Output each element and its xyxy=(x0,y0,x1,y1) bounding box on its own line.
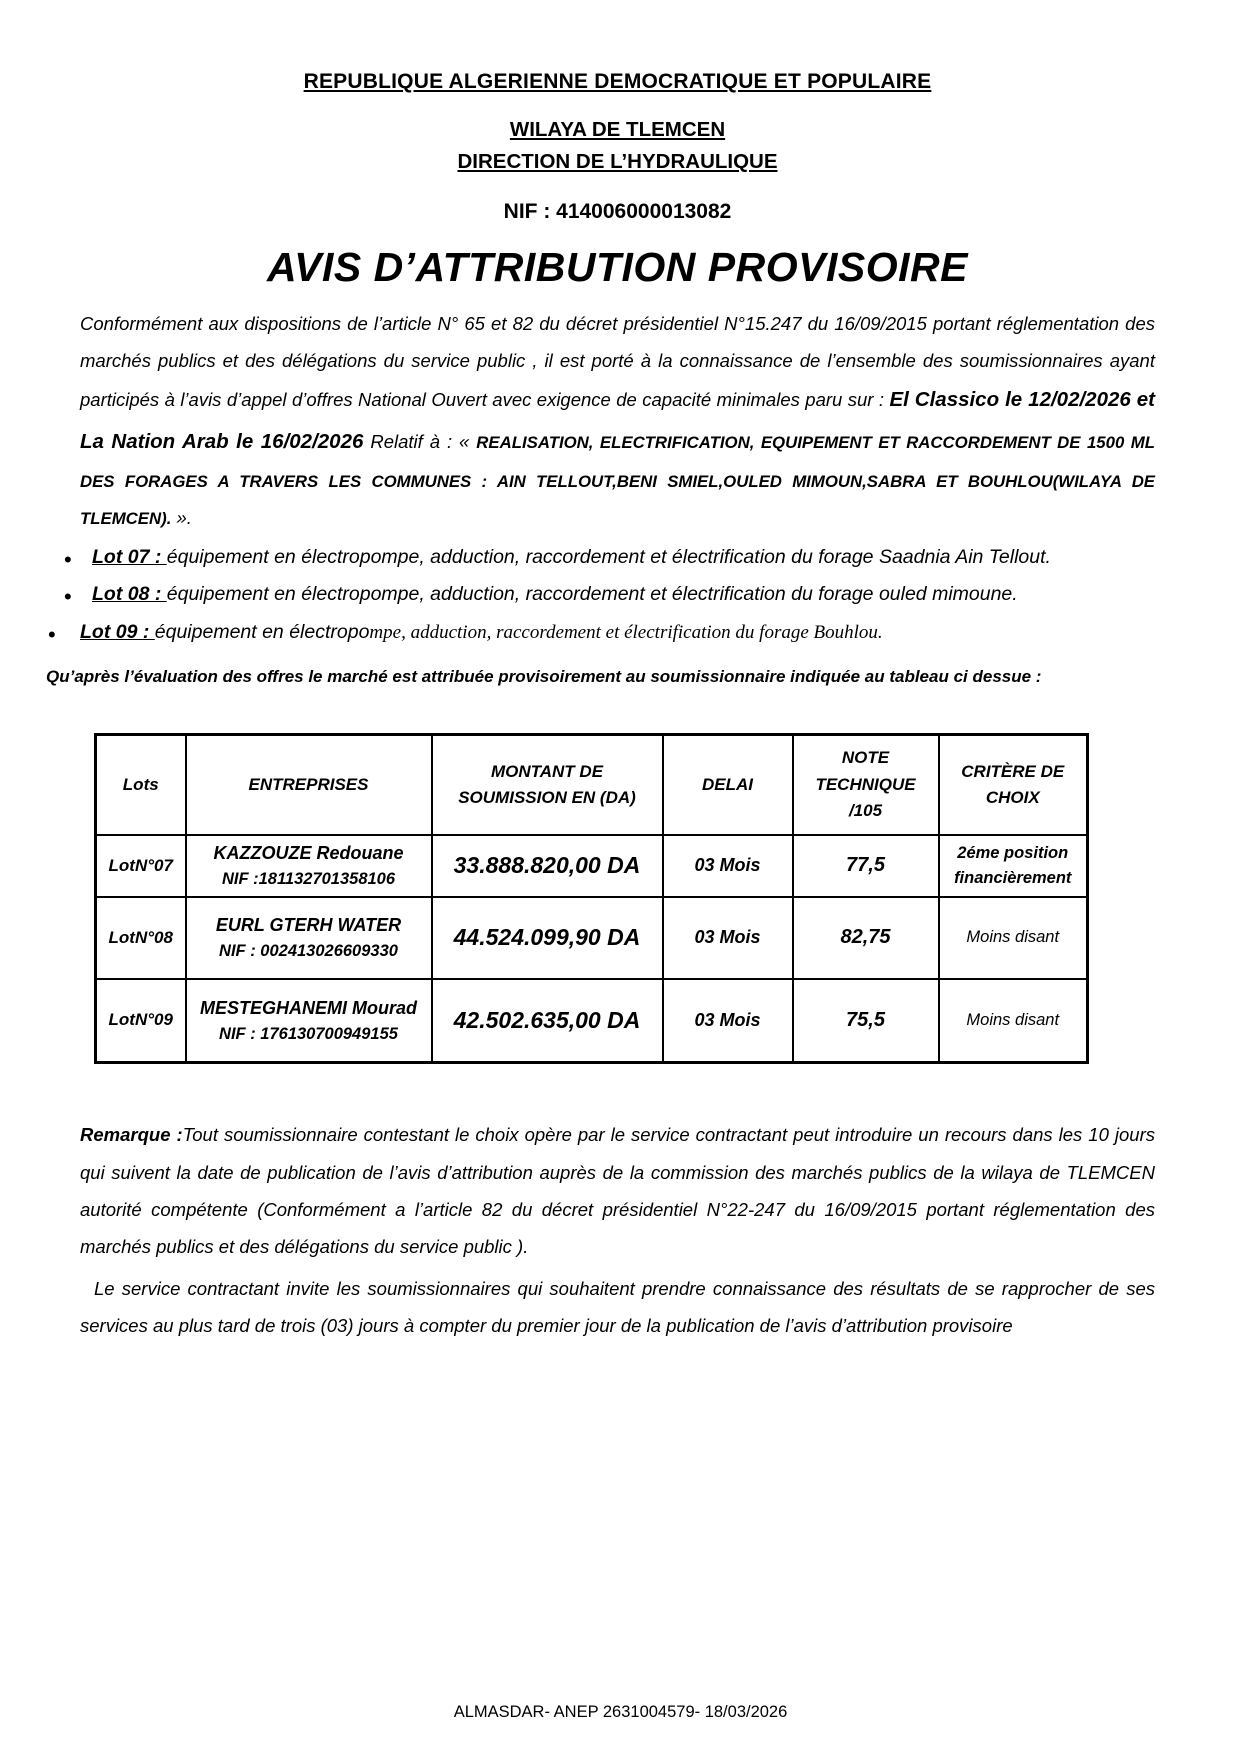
document-title: AVIS D’ATTRIBUTION PROVISOIRE xyxy=(267,243,968,290)
remarque-text: Tout soumissionnaire contestant le choix opère par le service contractant peut introduire un recours dans les 10 jours qui suivent la date de publication de l’avis d’attribution auprès de la commission des marchés publics de la wilaya de TLEMCEN autorité compétente (Conformément a l’article 82 du décret présidentiel N°22-247 du 16/09/2015 portant réglementation des marchés publics et des délégations du service public ). xyxy=(80,1124,1155,1258)
intro-closing: ». xyxy=(171,507,192,529)
cell-note: 82,75 xyxy=(793,897,939,979)
entreprise-name: MESTEGHANEMI Mourad xyxy=(199,997,417,1018)
cell-delai: 03 Mois xyxy=(663,979,793,1063)
intro-publication: El Classico le 12/02/2026 et La Nation Arab le 16/02/2026 xyxy=(80,388,1155,453)
cell-montant: 44.524.099,90 DA xyxy=(432,897,663,979)
qualification-paragraph: Qu’après l’évaluation des offres le marché est attribuée provisoirement au soumissionnaire indiquée au tableau ci dessue : xyxy=(46,667,1042,687)
cell-critere: 2éme position financièrement xyxy=(939,835,1088,897)
cell-montant: 42.502.635,00 DA xyxy=(432,979,663,1063)
col-header-note: NOTE TECHNIQUE /105 xyxy=(793,735,939,835)
cell-delai: 03 Mois xyxy=(663,835,793,897)
intro-paragraph xyxy=(80,305,1155,537)
lot-item-07 xyxy=(80,539,1155,576)
republic-heading xyxy=(80,70,1155,94)
table-header-row xyxy=(96,735,1088,835)
invitation-paragraph: Le service contractant invite les soumissionnaires qui souhaitent prendre connaissance des résultats de se rapprocher de ses services au plus tard de trois (03) jours à compter du premier jour de la publication de l’avis d’attribution provisoire xyxy=(80,1277,1155,1337)
cell-delai: 03 Mois xyxy=(663,897,793,979)
cell-entreprise xyxy=(186,835,432,897)
lot-list xyxy=(80,539,1155,651)
table-row xyxy=(96,897,1088,979)
intro-relatif: Relatif à : « xyxy=(363,430,477,452)
lot-08-body: équipement en électropompe, adduction, raccordement et électrification du forage ouled mimoune. xyxy=(166,583,1018,606)
lot-09-label: Lot 09 : xyxy=(80,620,155,643)
cell-lot: LotN°07 xyxy=(96,835,186,897)
intro-subject: REALISATION, ELECTRIFICATION, EQUIPEMENT ET RACCORDEMENT DE 1500 ML DES FORAGES A TRAVERS LES COMMUNES : AIN TELLOUT,BENI SMIEL,OULED MIMOUN,SABRA ET BOUHLOU(WILAYA DE TLEMCEN). xyxy=(80,432,1155,529)
lot-07-body: équipement en électropompe, adduction, raccordement et électrification du forage Saadnia Ain Tellout. xyxy=(166,545,1051,568)
remarque-label: Remarque : xyxy=(80,1124,183,1146)
table-row xyxy=(96,835,1088,897)
nif-line: NIF : 414006000013082 xyxy=(503,199,732,223)
lot-item-09 xyxy=(80,614,1155,651)
lot-09-body: équipement en électropo xyxy=(154,620,370,643)
entreprise-nif: NIF : 176130700949155 xyxy=(219,1024,398,1043)
intro-lead: Conformément aux dispositions de l’article N° 65 et 82 du décret présidentiel N°15.247 du 16/09/2015 portant réglementation des marchés publics et des délégations du service public , il est porté à la connaissance de l’ensemble des soumissionnaires ayant participés à l’avis d’appel d’offres National Ouvert avec exigence de capacité minimales paru sur : xyxy=(80,312,1155,411)
republic-heading-text: REPUBLIQUE ALGERIENNE DEMOCRATIQUE ET POPULAIRE xyxy=(303,70,932,93)
authority-heading xyxy=(80,114,1155,178)
direction-line: DIRECTION DE L’HYDRAULIQUE xyxy=(457,149,778,173)
anep-footer: ALMASDAR- ANEP 2631004579- 18/03/2026 xyxy=(453,1703,788,1721)
cell-critere: Moins disant xyxy=(939,979,1088,1063)
entreprise-name: KAZZOUZE Redouane xyxy=(213,842,404,863)
lot-08-label: Lot 08 : xyxy=(92,583,167,606)
cell-critere: Moins disant xyxy=(939,897,1088,979)
lot-item-08 xyxy=(80,576,1155,613)
col-header-entreprises: ENTREPRISES xyxy=(186,735,432,835)
lot-07-label: Lot 07 : xyxy=(92,545,167,568)
table-row xyxy=(96,979,1088,1063)
lot-09-body-serif: mpe, adduction, raccordement et électrification du forage Bouhlou. xyxy=(369,621,883,643)
entreprise-nif: NIF : 002413026609330 xyxy=(219,941,398,960)
cell-note: 75,5 xyxy=(793,979,939,1063)
award-table xyxy=(94,733,1089,1064)
col-header-critere: CRITÈRE DE CHOIX xyxy=(939,735,1088,835)
cell-montant: 33.888.820,00 DA xyxy=(432,835,663,897)
cell-note: 77,5 xyxy=(793,835,939,897)
cell-entreprise xyxy=(186,979,432,1063)
cell-lot: LotN°09 xyxy=(96,979,186,1063)
col-header-delai: DELAI xyxy=(663,735,793,835)
entreprise-nif: NIF :181132701358106 xyxy=(221,869,396,888)
cell-entreprise xyxy=(186,897,432,979)
remarque-paragraph xyxy=(80,1116,1155,1265)
wilaya-line: WILAYA DE TLEMCEN xyxy=(509,118,726,141)
col-header-montant: MONTANT DE SOUMISSION EN (DA) xyxy=(432,735,663,835)
col-header-lots: Lots xyxy=(96,735,186,835)
cell-lot: LotN°08 xyxy=(96,897,186,979)
entreprise-name: EURL GTERH WATER xyxy=(215,914,402,935)
